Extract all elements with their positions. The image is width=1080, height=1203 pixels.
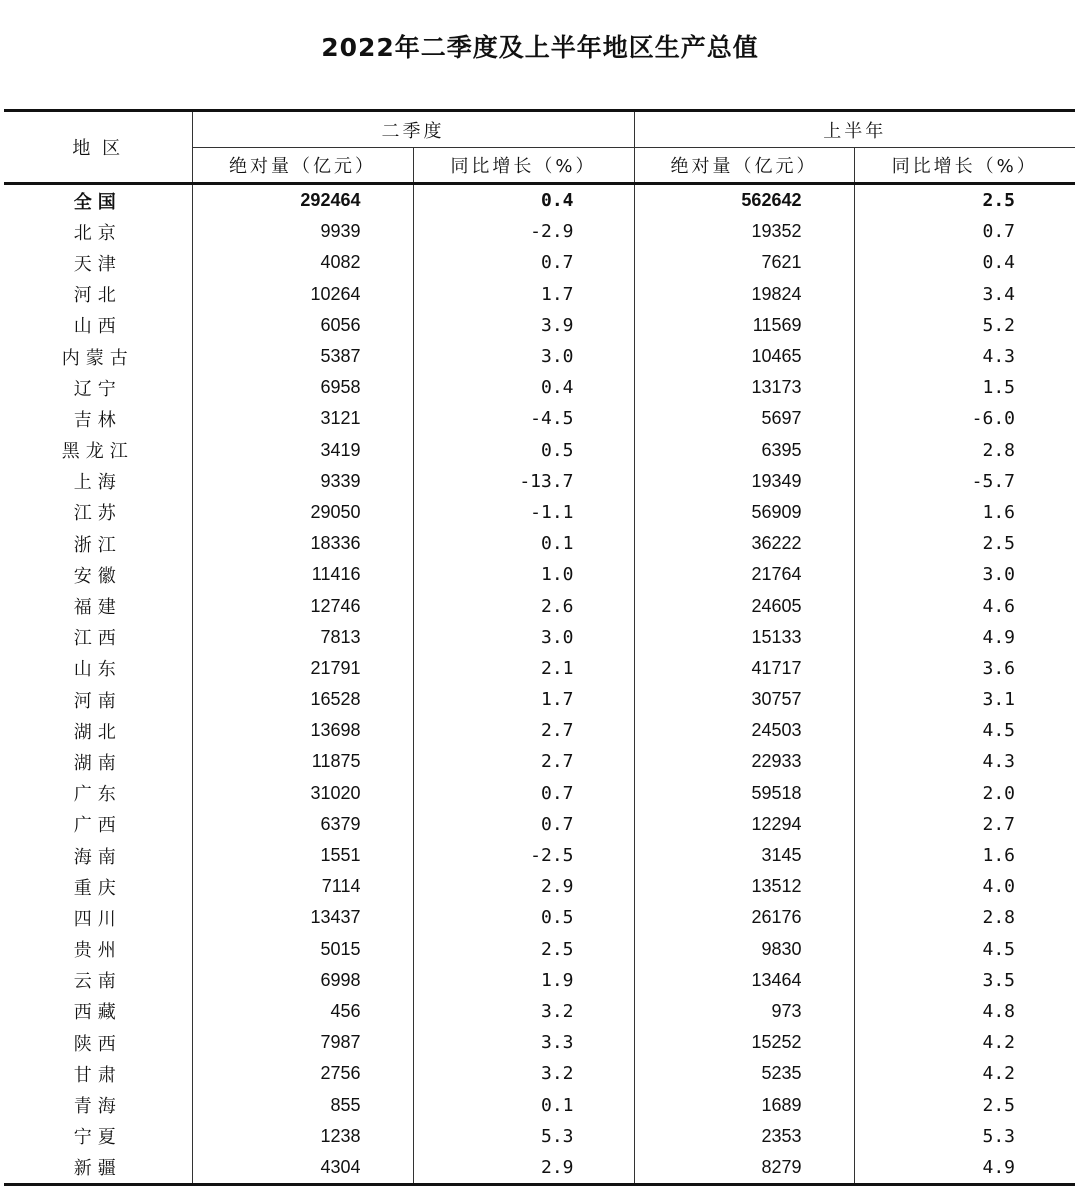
region-cell: 西藏 <box>4 996 192 1027</box>
table-row <box>4 466 1075 497</box>
h1-abs-cell: 24503 <box>634 715 854 746</box>
h1-abs-cell: 973 <box>634 996 854 1027</box>
h1-growth-cell: 4.9 <box>982 626 1015 648</box>
region-cell: 江西 <box>4 622 192 653</box>
h1-growth-cell: -6.0 <box>971 408 1015 430</box>
table-row <box>4 435 1075 466</box>
q2-abs-cell: 5015 <box>192 934 413 965</box>
q2-abs-cell: 4082 <box>192 247 413 278</box>
h1-growth-cell: 2.7 <box>982 813 1015 835</box>
table-row <box>4 746 1075 777</box>
q2-growth-cell: 3.9 <box>413 310 634 341</box>
region-cell: 广东 <box>4 778 192 809</box>
h1-growth-cell: 0.4 <box>982 252 1015 274</box>
table-row <box>4 715 1075 746</box>
h1-growth-header: 同比增长（%） <box>854 148 1075 184</box>
q2-abs-cell: 9339 <box>192 466 413 497</box>
h1-growth-cell: 2.0 <box>982 782 1015 804</box>
region-cell: 青海 <box>4 1089 192 1120</box>
region-cell: 重庆 <box>4 871 192 902</box>
h1-growth-cell: 3.0 <box>982 564 1015 586</box>
q2-abs-cell: 1238 <box>192 1121 413 1152</box>
table-row <box>4 1121 1075 1152</box>
table-row <box>4 1089 1075 1120</box>
region-cell: 福建 <box>4 590 192 621</box>
h1-abs-cell: 7621 <box>634 247 854 278</box>
h1-abs-cell: 19824 <box>634 279 854 310</box>
q2-growth-cell: 2.6 <box>413 590 634 621</box>
region-cell: 甘肃 <box>4 1058 192 1089</box>
table-row <box>4 497 1075 528</box>
region-cell: 上海 <box>4 466 192 497</box>
h1-growth-cell: 3.1 <box>982 689 1015 711</box>
table-row <box>4 871 1075 902</box>
q2-growth-cell: 0.7 <box>413 809 634 840</box>
q2-growth-cell: 0.4 <box>413 184 634 217</box>
table-row <box>4 902 1075 933</box>
region-cell: 山东 <box>4 653 192 684</box>
table-body <box>4 184 1075 1185</box>
h1-abs-cell: 5235 <box>634 1058 854 1089</box>
region-cell: 辽宁 <box>4 372 192 403</box>
h1-abs-cell: 56909 <box>634 497 854 528</box>
q2-growth-cell: -13.7 <box>413 466 634 497</box>
h1-growth-cell: 4.5 <box>982 938 1015 960</box>
q2-abs-cell: 7114 <box>192 871 413 902</box>
h1-abs-cell: 15252 <box>634 1027 854 1058</box>
h1-abs-cell: 3145 <box>634 840 854 871</box>
table-row <box>4 840 1075 871</box>
q2-abs-cell: 31020 <box>192 778 413 809</box>
h1-growth-cell: 0.7 <box>982 221 1015 243</box>
q2-abs-cell: 29050 <box>192 497 413 528</box>
q2-growth-cell: -1.1 <box>413 497 634 528</box>
region-cell: 海南 <box>4 840 192 871</box>
h1-growth-cell: 4.5 <box>982 720 1015 742</box>
q2-abs-cell: 6379 <box>192 809 413 840</box>
region-cell: 四川 <box>4 902 192 933</box>
h1-growth-cell: 2.5 <box>982 190 1015 212</box>
q2-abs-cell: 13437 <box>192 902 413 933</box>
q2-abs-cell: 21791 <box>192 653 413 684</box>
h1-abs-cell: 10465 <box>634 341 854 372</box>
h1-abs-header: 绝对量（亿元） <box>634 148 854 184</box>
h1-abs-cell: 12294 <box>634 809 854 840</box>
q2-abs-cell: 855 <box>192 1089 413 1120</box>
table-row <box>4 279 1075 310</box>
q2-abs-cell: 6958 <box>192 372 413 403</box>
table-row <box>4 184 1075 217</box>
region-cell: 山西 <box>4 310 192 341</box>
h1-abs-cell: 24605 <box>634 590 854 621</box>
q2-abs-cell: 12746 <box>192 590 413 621</box>
region-cell: 广西 <box>4 809 192 840</box>
table-row <box>4 372 1075 403</box>
h1-abs-cell: 19349 <box>634 466 854 497</box>
h1-abs-cell: 562642 <box>634 184 854 217</box>
q2-abs-cell: 6998 <box>192 965 413 996</box>
q2-growth-cell: 0.7 <box>413 247 634 278</box>
table-row <box>4 965 1075 996</box>
q2-growth-cell: 1.7 <box>413 684 634 715</box>
q2-abs-cell: 456 <box>192 996 413 1027</box>
table-title: 2022年二季度及上半年地区生产总值 <box>321 33 759 62</box>
q2-abs-cell: 292464 <box>192 184 413 217</box>
region-cell: 宁夏 <box>4 1121 192 1152</box>
q2-growth-cell: 3.2 <box>413 996 634 1027</box>
h1-abs-cell: 19352 <box>634 216 854 247</box>
q2-abs-cell: 3419 <box>192 435 413 466</box>
q2-growth-cell: 3.0 <box>413 341 634 372</box>
q2-growth-header: 同比增长（%） <box>413 148 634 184</box>
h1-group-header: 上半年 <box>634 111 1075 148</box>
region-cell: 天津 <box>4 247 192 278</box>
table-row <box>4 528 1075 559</box>
region-cell: 黑龙江 <box>4 435 192 466</box>
q2-abs-cell: 3121 <box>192 403 413 434</box>
table-row <box>4 559 1075 590</box>
region-cell: 江苏 <box>4 497 192 528</box>
h1-growth-cell: 2.8 <box>982 907 1015 929</box>
h1-growth-cell: 1.5 <box>982 377 1015 399</box>
h1-abs-cell: 41717 <box>634 653 854 684</box>
q2-abs-cell: 1551 <box>192 840 413 871</box>
q2-abs-cell: 10264 <box>192 279 413 310</box>
q2-abs-cell: 16528 <box>192 684 413 715</box>
h1-growth-cell: -5.7 <box>971 470 1015 492</box>
h1-growth-cell: 2.5 <box>982 533 1015 555</box>
region-cell: 河南 <box>4 684 192 715</box>
region-cell: 云南 <box>4 965 192 996</box>
table-row <box>4 247 1075 278</box>
h1-growth-cell: 2.8 <box>982 439 1015 461</box>
q2-abs-cell: 5387 <box>192 341 413 372</box>
q2-growth-cell: 2.9 <box>413 1152 634 1185</box>
h1-abs-cell: 11569 <box>634 310 854 341</box>
q2-growth-cell: 0.5 <box>413 435 634 466</box>
h1-abs-cell: 15133 <box>634 622 854 653</box>
table-row <box>4 934 1075 965</box>
q2-growth-cell: 0.4 <box>413 372 634 403</box>
q2-growth-cell: 0.5 <box>413 902 634 933</box>
q2-abs-cell: 13698 <box>192 715 413 746</box>
q2-abs-cell: 11416 <box>192 559 413 590</box>
table-row <box>4 403 1075 434</box>
region-header: 地 区 <box>4 111 192 184</box>
region-cell: 安徽 <box>4 559 192 590</box>
q2-growth-cell: 2.1 <box>413 653 634 684</box>
q2-growth-cell: 0.7 <box>413 778 634 809</box>
h1-growth-cell: 5.3 <box>982 1125 1015 1147</box>
q2-abs-cell: 7987 <box>192 1027 413 1058</box>
region-cell: 贵州 <box>4 934 192 965</box>
region-cell: 浙江 <box>4 528 192 559</box>
h1-abs-cell: 13173 <box>634 372 854 403</box>
q2-growth-cell: 3.3 <box>413 1027 634 1058</box>
h1-growth-cell: 1.6 <box>982 845 1015 867</box>
q2-growth-cell: 2.9 <box>413 871 634 902</box>
h1-growth-cell: 3.5 <box>982 969 1015 991</box>
q2-abs-cell: 4304 <box>192 1152 413 1185</box>
h1-growth-cell: 2.5 <box>982 1094 1015 1116</box>
q2-growth-cell: 1.0 <box>413 559 634 590</box>
q2-growth-cell: 2.5 <box>413 934 634 965</box>
table-row <box>4 1152 1075 1185</box>
h1-growth-cell: 4.2 <box>982 1063 1015 1085</box>
q2-abs-cell: 6056 <box>192 310 413 341</box>
table-row <box>4 1058 1075 1089</box>
h1-abs-cell: 36222 <box>634 528 854 559</box>
h1-abs-cell: 13512 <box>634 871 854 902</box>
q2-growth-cell: -4.5 <box>413 403 634 434</box>
region-cell: 湖南 <box>4 746 192 777</box>
table-row <box>4 310 1075 341</box>
h1-abs-cell: 5697 <box>634 403 854 434</box>
q2-growth-cell: -2.5 <box>413 840 634 871</box>
h1-growth-cell: 4.9 <box>854 1152 1075 1185</box>
region-cell: 北京 <box>4 216 192 247</box>
h1-growth-cell: 4.3 <box>982 346 1015 368</box>
q2-abs-cell: 2756 <box>192 1058 413 1089</box>
h1-growth-cell: 5.2 <box>982 314 1015 336</box>
region-cell: 河北 <box>4 279 192 310</box>
h1-growth-cell: 4.3 <box>982 751 1015 773</box>
q2-growth-cell: 3.2 <box>413 1058 634 1089</box>
h1-abs-cell: 30757 <box>634 684 854 715</box>
q2-growth-cell: 2.7 <box>413 715 634 746</box>
region-cell: 内蒙古 <box>4 341 192 372</box>
q2-abs-cell: 9939 <box>192 216 413 247</box>
table-row <box>4 590 1075 621</box>
h1-abs-cell: 9830 <box>634 934 854 965</box>
table-row <box>4 996 1075 1027</box>
h1-abs-cell: 8279 <box>634 1152 854 1185</box>
table-row <box>4 1027 1075 1058</box>
q2-growth-cell: -2.9 <box>413 216 634 247</box>
q2-growth-cell: 0.1 <box>413 528 634 559</box>
q2-growth-cell: 1.9 <box>413 965 634 996</box>
region-cell: 全国 <box>4 184 192 217</box>
h1-growth-cell: 4.8 <box>982 1000 1015 1022</box>
q2-growth-cell: 2.7 <box>413 746 634 777</box>
h1-growth-cell: 1.6 <box>982 501 1015 523</box>
table-row <box>4 809 1075 840</box>
h1-growth-cell: 4.6 <box>982 595 1015 617</box>
h1-abs-cell: 21764 <box>634 559 854 590</box>
h1-growth-cell: 3.6 <box>982 657 1015 679</box>
q2-growth-cell: 3.0 <box>413 622 634 653</box>
h1-abs-cell: 13464 <box>634 965 854 996</box>
q2-abs-header: 绝对量（亿元） <box>192 148 413 184</box>
table-row <box>4 653 1075 684</box>
h1-growth-cell: 4.2 <box>982 1032 1015 1054</box>
q2-growth-cell: 1.7 <box>413 279 634 310</box>
h1-abs-cell: 6395 <box>634 435 854 466</box>
q2-group-header: 二季度 <box>192 111 634 148</box>
h1-abs-cell: 26176 <box>634 902 854 933</box>
h1-abs-cell: 2353 <box>634 1121 854 1152</box>
region-cell: 陕西 <box>4 1027 192 1058</box>
h1-abs-cell: 22933 <box>634 746 854 777</box>
table-row <box>4 684 1075 715</box>
q2-growth-cell: 5.3 <box>413 1121 634 1152</box>
region-cell: 吉林 <box>4 403 192 434</box>
region-cell: 湖北 <box>4 715 192 746</box>
q2-abs-cell: 11875 <box>192 746 413 777</box>
table-row <box>4 622 1075 653</box>
gdp-table <box>4 109 1075 1186</box>
q2-abs-cell: 18336 <box>192 528 413 559</box>
table-row <box>4 778 1075 809</box>
h1-growth-cell: 3.4 <box>982 283 1015 305</box>
h1-abs-cell: 1689 <box>634 1089 854 1120</box>
table-row <box>4 216 1075 247</box>
region-cell: 新疆 <box>4 1152 192 1185</box>
h1-growth-cell: 4.0 <box>982 876 1015 898</box>
table-row <box>4 341 1075 372</box>
h1-abs-cell: 59518 <box>634 778 854 809</box>
q2-abs-cell: 7813 <box>192 622 413 653</box>
q2-growth-cell: 0.1 <box>413 1089 634 1120</box>
